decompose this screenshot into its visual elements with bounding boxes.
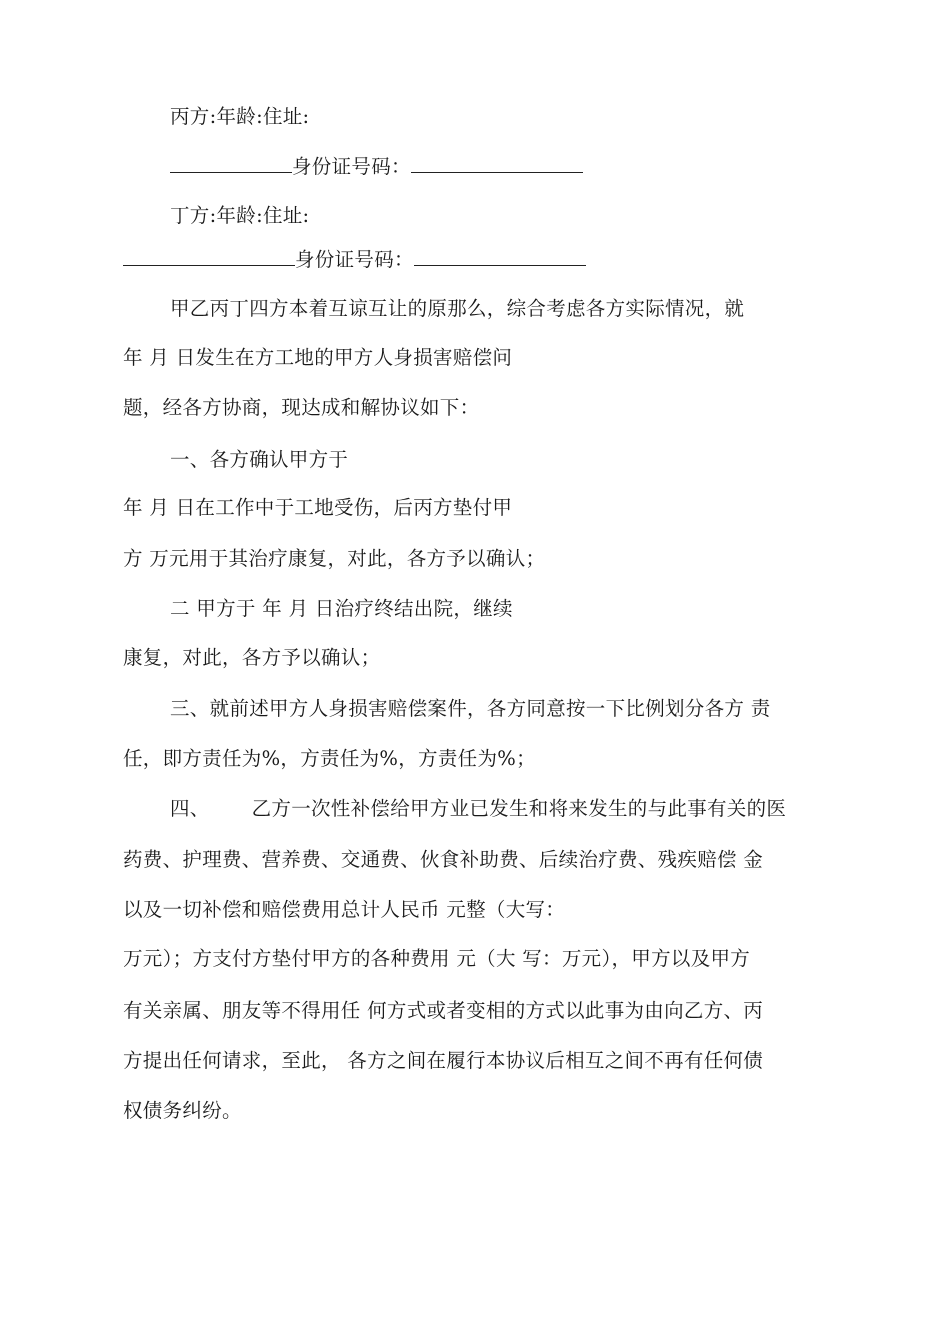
blank-underline <box>170 154 292 173</box>
paragraph-line <box>123 343 512 373</box>
paragraph-line <box>123 393 479 423</box>
text-line: 乙方一次性补偿给甲方业已发生和将来发生的与此事有关的医 <box>251 797 787 820</box>
id-number-label: 身份证号码： <box>292 155 411 178</box>
clause-4-line <box>170 794 786 824</box>
text-line: 题，经各方协商，现达成和解协议如下： <box>123 396 480 419</box>
text-line: 有关亲属、朋友等不得用任 何方式或者变相的方式以此事为由向乙方、丙 <box>123 999 764 1022</box>
text-line: 权债务纠纷。 <box>123 1099 242 1122</box>
clause-2-line <box>170 594 513 624</box>
text-line: 以及一切补偿和赔偿费用总计人民币 元整（大写： <box>123 898 566 921</box>
blank-underline <box>123 247 295 266</box>
party-d-label: 丁方:年龄:住址: <box>170 204 310 227</box>
text-line: 甲乙丙丁四方本着互谅互让的原那么，综合考虑各方实际情况，就 <box>170 297 745 320</box>
text-line: 年 月 日在工作中于工地受伤，后丙方垫付甲 <box>123 496 513 519</box>
text-line: 药费、护理费、营养费、交通费、伙食补助费、后续治疗费、残疾赔偿 金 <box>123 848 764 871</box>
text-line: 二 甲方于 年 月 日治疗终结出院，继续 <box>170 597 513 620</box>
paragraph-line <box>123 493 512 523</box>
clause-4-number: 四、 <box>170 797 210 820</box>
paragraph-line <box>123 1046 763 1076</box>
blank-underline <box>414 247 586 266</box>
text-line: 方 万元用于其治疗康复，对此，各方予以确认； <box>123 547 546 570</box>
text-line: 万元）；方支付方垫付甲方的各种费用 元（大 写：万元），甲方以及甲方 <box>123 947 751 970</box>
paragraph-line <box>123 996 763 1026</box>
clause-3-line <box>170 694 771 724</box>
paragraph-line <box>123 544 545 574</box>
text-line: 任，即方责任为%，方责任为%，方责任为%； <box>123 747 536 770</box>
text-line: 康复，对此，各方予以确认； <box>123 646 381 669</box>
paragraph-line <box>123 1096 242 1126</box>
blank-underline <box>411 154 583 173</box>
party-c-info-line <box>170 102 309 132</box>
clause-1-heading <box>170 445 348 475</box>
paragraph-line <box>123 895 565 925</box>
text-line: 三、就前述甲方人身损害赔偿案件，各方同意按一下比例划分各方 责 <box>170 697 771 720</box>
id-number-label: 身份证号码： <box>295 248 414 271</box>
party-d-info-line <box>170 201 309 231</box>
paragraph-line <box>123 845 763 875</box>
paragraph-line <box>170 294 744 324</box>
text-line: 方提出任何请求，至此， 各方之间在履行本协议后相互之间不再有任何债 <box>123 1049 764 1072</box>
paragraph-line <box>123 744 536 774</box>
text-line: 年 月 日发生在方工地的甲方人身损害赔偿问 <box>123 346 513 369</box>
paragraph-line <box>123 643 380 673</box>
party-c-id-line <box>170 152 583 182</box>
paragraph-line <box>123 944 750 974</box>
text-line: 一、各方确认甲方于 <box>170 448 349 471</box>
party-d-id-line <box>123 245 586 275</box>
party-c-label: 丙方:年龄:住址: <box>170 105 310 128</box>
